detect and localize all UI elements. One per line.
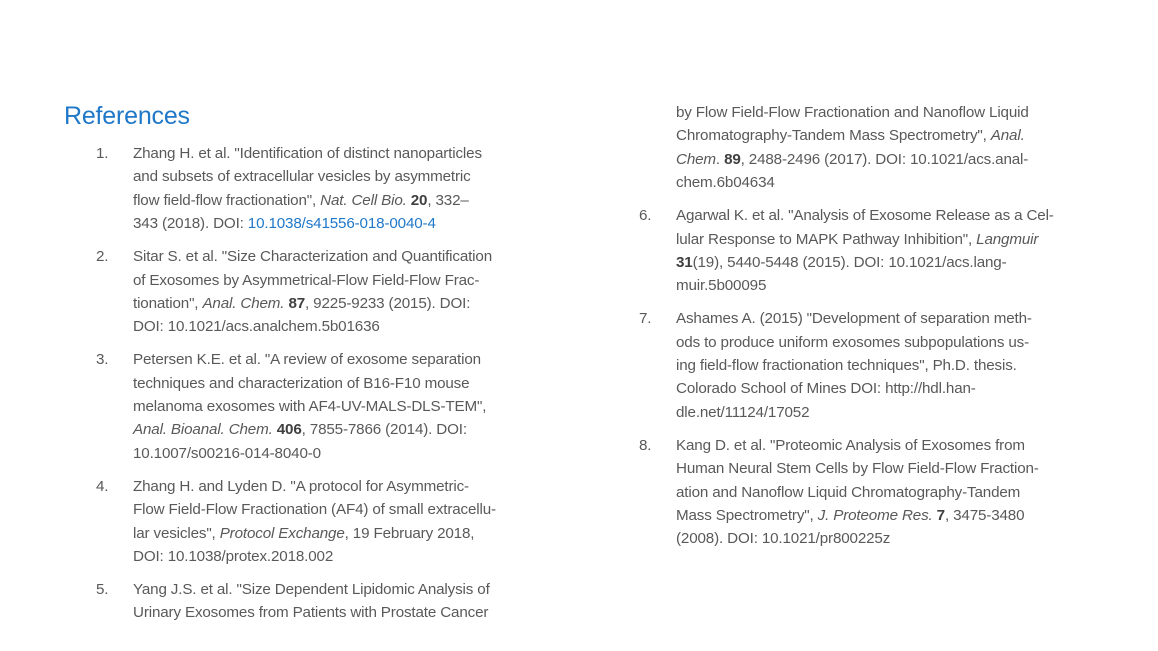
reference-text: Kang D. et al. "Proteomic Analysis of Exosomes from <box>676 436 1025 454</box>
reference-text: melanoma exosomes with AF4-UV-MALS-DLS-TEM", <box>133 398 487 416</box>
reference-text: , 9225-9233 (2015). DOI: <box>305 294 471 312</box>
reference-item <box>96 578 496 625</box>
reference-line <box>676 251 1054 274</box>
reference-line <box>676 504 1054 527</box>
reference-text: and subsets of extracellular vesicles by asymmetric <box>133 168 471 186</box>
reference-line <box>133 442 496 465</box>
reference-text: Yang J.S. et al. "Size Dependent Lipidomic Analysis of <box>133 580 490 598</box>
reference-text: DOI: 10.1021/acs.analchem.5b01636 <box>133 318 380 336</box>
reference-line <box>133 212 496 235</box>
reference-text: lar vesicles", <box>133 524 220 542</box>
volume-number: 20 <box>410 191 428 209</box>
reference-number: 1. <box>96 145 109 162</box>
reference-line <box>676 354 1054 377</box>
reference-line <box>133 498 496 521</box>
reference-item <box>639 204 1054 298</box>
reference-line <box>133 165 496 188</box>
reference-text: Colorado School of Mines DOI: http://hdl.han- <box>676 380 976 398</box>
journal-name: Nat. Cell Bio. <box>320 191 407 209</box>
reference-text: lular Response to MAPK Pathway Inhibition", <box>676 230 977 248</box>
reference-text: , 19 February 2018, <box>344 524 475 542</box>
reference-text: , 332– <box>427 191 469 209</box>
reference-line <box>133 348 496 371</box>
reference-line <box>133 372 496 395</box>
volume-number: 89 <box>724 150 741 168</box>
reference-line <box>676 527 1054 550</box>
reference-line <box>676 274 1054 297</box>
reference-text: Ashames A. (2015) "Development of separation meth- <box>676 310 1032 328</box>
reference-number: 5. <box>96 580 109 598</box>
volume-number: 7 <box>936 507 945 524</box>
reference-line <box>676 124 1054 147</box>
reference-text: . <box>715 150 725 168</box>
reference-line <box>676 434 1054 457</box>
reference-line <box>133 189 496 212</box>
reference-line <box>133 142 496 165</box>
reference-line <box>133 315 496 338</box>
reference-line <box>133 475 496 498</box>
reference-text: flow field-flow fractionation", <box>133 191 321 209</box>
reference-item <box>639 307 1054 424</box>
reference-text: ing field-flow fractionation techniques", Ph.D. thesis. <box>676 357 1017 375</box>
journal-name: Langmuir <box>976 230 1039 248</box>
reference-number: 7. <box>639 310 652 328</box>
reference-line <box>133 418 496 441</box>
reference-item <box>639 434 1054 551</box>
reference-item <box>96 348 496 465</box>
reference-line <box>133 395 496 418</box>
reference-text: Human Neural Stem Cells by Flow Field-Flow Fraction- <box>676 460 1039 478</box>
reference-line <box>133 292 496 315</box>
volume-number: 87 <box>288 294 306 312</box>
doi-link[interactable]: 10.1038/s41556-018-0040-4 <box>247 215 436 233</box>
reference-text: dle.net/11124/17052 <box>676 403 810 421</box>
reference-line <box>133 578 496 601</box>
reference-text: 10.1007/s00216-014-8040-0 <box>133 444 321 462</box>
reference-text: Mass Spectrometry", <box>676 507 818 524</box>
reference-item <box>96 245 496 339</box>
reference-text: , 7855-7866 (2014). DOI: <box>301 421 467 439</box>
reference-text: Zhang H. et al. "Identification of distinct nanoparticles <box>133 145 482 162</box>
reference-text: techniques and characterization of B16-F10 mouse <box>133 374 470 392</box>
reference-text: ods to produce uniform exosomes subpopulations us- <box>676 333 1029 351</box>
volume-number: 31 <box>676 253 693 271</box>
volume-number: 406 <box>276 421 302 439</box>
reference-number: 6. <box>639 207 652 225</box>
reference-text: chem.6b04634 <box>676 174 775 192</box>
reference-text: , 3475-3480 <box>944 507 1025 524</box>
reference-line <box>133 545 496 568</box>
reference-item <box>96 142 496 236</box>
reference-line <box>676 171 1054 194</box>
reference-item <box>96 475 496 569</box>
reference-line <box>676 457 1054 480</box>
reference-text: (19), 5440-5448 (2015). DOI: 10.1021/acs.lang- <box>692 253 1007 271</box>
journal-name: J. Proteome Res. <box>817 507 933 524</box>
reference-line <box>676 481 1054 504</box>
reference-line <box>676 148 1054 171</box>
reference-line <box>676 377 1054 400</box>
journal-name: Anal. <box>990 127 1025 145</box>
reference-line <box>133 601 496 624</box>
reference-line <box>133 522 496 545</box>
reference-item <box>639 101 1054 195</box>
reference-text: tionation", <box>133 294 203 312</box>
reference-text: Petersen K.E. et al. "A review of exosome separation <box>133 351 481 369</box>
reference-number: 3. <box>96 351 109 369</box>
reference-line <box>676 101 1054 124</box>
journal-name: Anal. Bioanal. Chem. <box>133 421 273 439</box>
page-title: References <box>64 102 190 130</box>
reference-line <box>676 204 1054 227</box>
reference-text: 343 (2018). DOI: <box>133 215 248 233</box>
reference-line <box>133 269 496 292</box>
journal-name: Anal. Chem. <box>202 294 285 312</box>
reference-text: ation and Nanoflow Liquid Chromatography-Tandem <box>676 483 1021 501</box>
reference-line <box>676 401 1054 424</box>
reference-line <box>133 245 496 268</box>
reference-text: Flow Field-Flow Fractionation (AF4) of small extracellu- <box>133 501 496 519</box>
reference-text: Urinary Exosomes from Patients with Prostate Cancer <box>133 604 489 622</box>
reference-number: 8. <box>639 436 652 454</box>
reference-text: muir.5b00095 <box>676 277 767 295</box>
reference-text: by Flow Field-Flow Fractionation and Nanoflow Liquid <box>676 104 1029 121</box>
reference-text: Sitar S. et al. "Size Characterization and Quantification <box>133 248 492 266</box>
reference-line <box>676 307 1054 330</box>
references-column-left <box>96 142 496 634</box>
references-column-right <box>639 101 1054 560</box>
reference-number: 2. <box>96 248 109 266</box>
journal-name: Chem <box>676 150 716 168</box>
journal-name: Protocol Exchange <box>219 524 345 542</box>
reference-text: (2008). DOI: 10.1021/pr800225z <box>676 530 891 548</box>
reference-text: Zhang H. and Lyden D. "A protocol for Asymmetric- <box>133 477 469 495</box>
reference-text: Chromatography-Tandem Mass Spectrometry", <box>676 127 991 145</box>
reference-text: DOI: 10.1038/protex.2018.002 <box>133 548 334 565</box>
reference-text: of Exosomes by Asymmetrical-Flow Field-Flow Frac- <box>133 271 480 289</box>
reference-number: 4. <box>96 477 109 495</box>
reference-line <box>676 331 1054 354</box>
reference-text: , 2488-2496 (2017). DOI: 10.1021/acs.anal- <box>740 150 1029 168</box>
reference-text: Agarwal K. et al. "Analysis of Exosome Release as a Cel- <box>676 207 1054 225</box>
reference-line <box>676 228 1054 251</box>
